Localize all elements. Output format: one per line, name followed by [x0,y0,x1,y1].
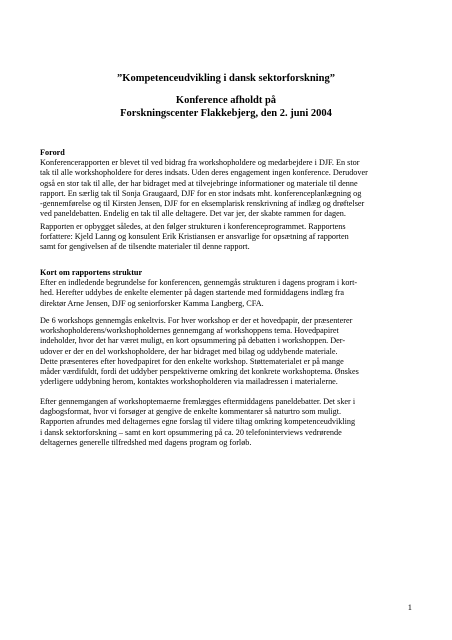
text-line: Efter en indledende begrundelse for konferencen, gennemgås strukturen i dagens program i kort- [40,278,358,288]
text-line: Efter gennemgangen af workshoptemaerne fremlægges eftermiddagens paneldebatter. Det sker i [40,397,356,406]
text-line: yderligere uddybning herom, kontaktes workshopholderen via mailadressen i materialerne. [40,377,338,387]
struktur-section [40,268,412,309]
text-line: ved paneldebatten. Endelig en tak til alle deltagere. Det var jer, der skabte rammen for dagen. [40,209,346,219]
text-line: workshopholderens/workshopholdernes gennemgang af workshoppens tema. Hovedpapiret [40,326,339,336]
section-heading-forord: Forord [40,148,65,157]
text-line: Dette præsenteres efter hovedpapiret for den enkelte workshop. Støttematerialet er på mange [40,356,344,366]
text-line: indeholder, hvor det har været muligt, en kort opsummering på debatten i workshoppen. Der- [40,336,346,346]
text-line: udover er der en del workshopholdere, der har bidraget med bilag og uddybende materiale. [40,346,338,356]
forord-section [40,148,412,219]
struktur-paragraph-2 [40,316,412,387]
text-line: også en stor tak til alle, der har bidraget med at tilvejebringe informationer og materiale til denne [40,178,358,188]
text-line: deltagernes generelle tilfredshed med dagens program og forløb. [40,437,252,447]
text-line: Rapporten afrundes med deltagernes egne forslag til videre tiltag omkring kompetenceudvikling [40,417,356,427]
text-line: -gennemførelse og til Kirsten Jensen, DJF for en eksemplarisk renskrivning af indlæg og drøftelser [40,199,365,209]
section-heading-struktur: Kort om rapportens struktur [40,268,143,277]
text-line: direktør Arne Jensen, DJF og seniorforsker Kamma Langberg, CFA. [40,298,264,308]
text-line: De 6 workshops gennemgås enkeltvis. For hver workshop er der et hovedpapir, der præsenterer [40,316,353,325]
text-line: Rapporten er opbygget således, at den følger strukturen i konferenceprogrammet. Rapportens [40,222,346,231]
text-line: Konferencerapporten er blevet til ved bidrag fra workshopholdere og medarbejdere i DJF. En stor [40,158,360,168]
page-number: 1 [407,602,412,612]
text-line: dagbogsformat, hvor vi forsøger at gengive de enkelte kommentarer så naturtro som muligt. [40,407,342,417]
document-subtitle-line-1: Konference afholdt på [175,95,277,106]
document-title: ”Kompetenceudvikling i dansk sektorforskning” [117,73,335,84]
text-line: samt for gengivelsen af de tilsendte materialer til denne rapport. [40,242,250,252]
text-line: i dansk sektorforskning – samt en kort opsummering på ca. 20 telefoninterviews vedrørende [40,427,342,437]
forord-paragraph-2 [40,222,412,253]
text-line: måder værdifuldt, fordi det uddyber perspektiverne omkring det konkrete workshoptema. Ønskes [40,367,359,377]
text-line: tak til alle workshopholdere for deres indsats. Uden deres engagement ingen konference. Derudover [40,168,368,178]
text-line: forfattere: Kjeld Lanng og konsulent Erik Kristiansen er ansvarlige for opsætning af rapporten [40,232,349,242]
document-subtitle-line-2: Forskningscenter Flakkebjerg, den 2. juni 2004 [120,108,332,119]
text-line: rapport. En særlig tak til Sonja Graugaard, DJF for en stor indsats mht. konferenceplanlægning og [40,188,362,198]
struktur-paragraph-3 [40,397,412,448]
text-line: hed. Herefter uddybes de enkelte elementer på dagen startende med formiddagens indlæg fra [40,288,344,298]
